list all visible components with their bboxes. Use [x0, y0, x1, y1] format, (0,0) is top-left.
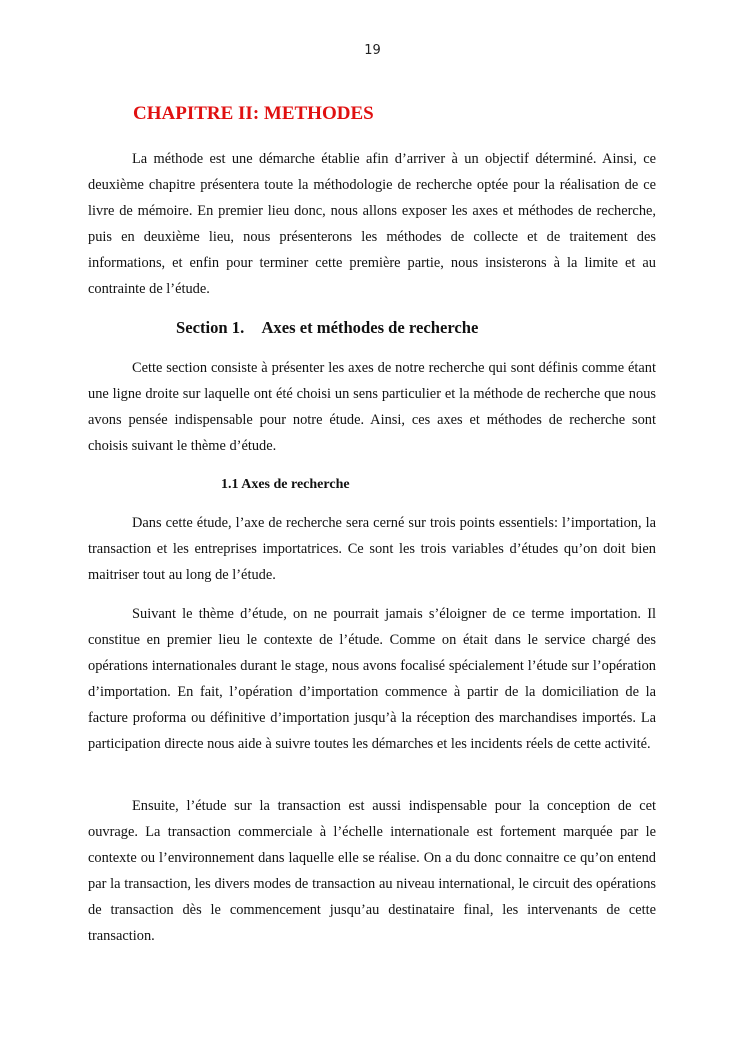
section-number: Section 1.: [176, 318, 245, 337]
chapter-intro-paragraph: La méthode est une démarche établie afin d’arriver à un objectif déterminé. Ainsi, ce deuxième chapitre présentera toute la méthodologie de recherche optée pour la réalisation de ce livre de mémoire. En premier lieu donc, nous allons exposer les axes et méthodes de recherche, puis en deuxième lieu, nous présenterons les méthodes de collecte et de traitement des informations, et enfin pour terminer cette première partie, nous insisterons à la limite et au contrainte de l’étude.: [88, 151, 656, 297]
subsection-paragraph-1: Dans cette étude, l’axe de recherche sera cerné sur trois points essentiels: l’importation, la transaction et les entreprises importatrices. Ce sont les trois variables d’études qu’on doit bien maitriser tout au long de l’étude.: [88, 515, 656, 583]
subsection-paragraph-2: Suivant le thème d’étude, on ne pourrait jamais s’éloigner de ce terme importation. Il constitue en premier lieu le contexte de l’étude. Comme on était dans le service chargé des opérations internationales durant le stage, nous avons focalisé spécialement l’étude sur l’opération d’importation. En fait, l’opération d’importation commence à partir de la domiciliation de la facture proforma ou définitive d’importation jusqu’à la réception des marchandises importés. La participation directe nous aide à suivre toutes les démarches et les incidents réels de cette activité.: [88, 606, 656, 752]
subsection-title: 1.1 Axes de recherche: [221, 477, 350, 492]
section-intro-paragraph: Cette section consiste à présenter les axes de notre recherche qui sont définis comme étant une ligne droite sur laquelle ont été choisi un sens particulier et la méthode de recherche que nous avons pensée indispensable pour notre étude. Ainsi, ces axes et méthodes de recherche sont choisis suivant le thème d’étude.: [88, 360, 656, 454]
chapter-title: CHAPITRE II: METHODES: [133, 103, 374, 124]
section-title: Axes et méthodes de recherche: [261, 318, 479, 337]
subsection-paragraph-3: Ensuite, l’étude sur la transaction est aussi indispensable pour la conception de cet ouvrage. La transaction commerciale à l’échelle internationale est fortement marquée par le contexte ou l’environnement dans laquelle elle se réalise. On a du donc connaitre ce qu’on entend par la transaction, les divers modes de transaction au niveau international, le circuit des opérations de transaction dès le commencement jusqu’au destinataire final, les intervenants de cette transaction.: [88, 798, 656, 944]
page-number: 19: [364, 43, 381, 58]
section-heading: [176, 318, 478, 338]
